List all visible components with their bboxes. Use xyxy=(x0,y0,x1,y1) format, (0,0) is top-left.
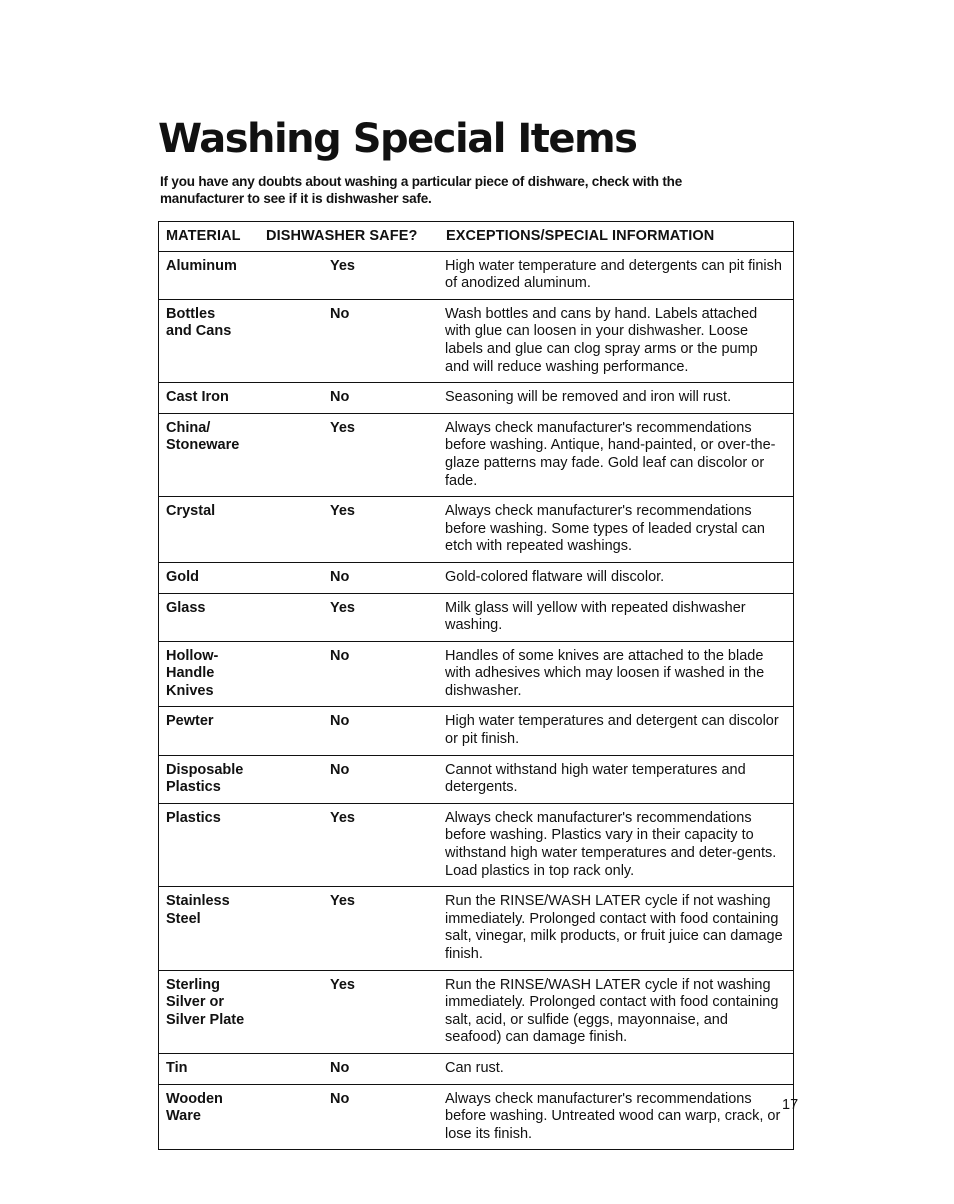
table-row xyxy=(159,755,793,803)
table-body xyxy=(159,251,793,1150)
dishwasher-safe-cell: No xyxy=(330,647,350,664)
dishwasher-safe-cell: No xyxy=(330,761,350,778)
table-row xyxy=(159,970,793,1053)
exceptions-cell: Can rust. xyxy=(445,1059,504,1076)
dishwasher-safe-cell: Yes xyxy=(330,503,355,520)
exceptions-cell: Seasoning will be removed and iron will rust. xyxy=(445,389,732,406)
material-cell: Hollow- Handle Knives xyxy=(166,647,219,699)
exceptions-cell: Wash bottles and cans by hand. Labels attached with glue can loosen in your dishwasher. Loose labels and glue can clog spray arms or the pump and will reduce washing performance. xyxy=(445,305,758,375)
dishwasher-safe-cell: Yes xyxy=(330,257,355,274)
table-row xyxy=(159,1053,793,1084)
material-cell: Wooden Ware xyxy=(166,1090,223,1125)
exceptions-cell: Always check manufacturer's recommendations before washing. Some types of leaded crystal can etch with repeated washings. xyxy=(445,503,765,555)
material-cell: China/ Stoneware xyxy=(166,419,240,454)
dishwasher-safe-cell: Yes xyxy=(330,809,355,826)
material-cell: Plastics xyxy=(166,809,221,826)
table-row xyxy=(159,562,793,593)
exceptions-cell: Handles of some knives are attached to the blade with adhesives which may loosen if washed in the dishwasher. xyxy=(445,647,765,699)
exceptions-cell: Run the RINSE/WASH LATER cycle if not washing immediately. Prolonged contact with food containing salt, vinegar, milk products, or fruit juice can damage finish. xyxy=(445,893,783,962)
exceptions-cell: High water temperatures and detergent can discolor or pit finish. xyxy=(445,713,779,748)
exceptions-cell: Gold-colored flatware will discolor. xyxy=(445,568,665,585)
material-cell: Tin xyxy=(166,1059,188,1076)
dishwasher-safe-cell: Yes xyxy=(330,893,355,910)
page-title: Washing Special Items xyxy=(158,116,637,162)
table-row xyxy=(159,382,793,413)
table-row xyxy=(159,496,793,562)
exceptions-cell: Always check manufacturer's recommendations before washing. Plastics vary in their capacity to withstand high water temperatures and deter-gents. Load plastics in top rack only. xyxy=(445,809,777,879)
dishwasher-safe-cell: No xyxy=(330,389,350,406)
table-row xyxy=(159,413,793,496)
exceptions-cell: Milk glass will yellow with repeated dishwasher washing. xyxy=(445,599,746,634)
table-header-row xyxy=(159,222,793,251)
intro-paragraph: If you have any doubts about washing a particular piece of dishware, check with the manufacturer to see if it is dishwasher safe. xyxy=(160,174,683,206)
dishwasher-safe-cell: No xyxy=(330,1059,350,1076)
header-dishwasher-safe: DISHWASHER SAFE? xyxy=(266,228,418,244)
dishwasher-safe-cell: No xyxy=(330,568,350,585)
material-cell: Disposable Plastics xyxy=(166,761,244,796)
header-material: MATERIAL xyxy=(166,228,241,244)
header-exceptions: EXCEPTIONS/SPECIAL INFORMATION xyxy=(446,228,715,244)
dishwasher-safe-cell: No xyxy=(330,713,350,730)
dishwasher-safe-cell: No xyxy=(330,1090,350,1107)
exceptions-cell: Always check manufacturer's recommendations before washing. Untreated wood can warp, crack, or lose its finish. xyxy=(445,1090,781,1142)
material-cell: Glass xyxy=(166,599,206,616)
material-cell: Crystal xyxy=(166,503,216,520)
material-cell: Aluminum xyxy=(166,257,237,274)
material-cell: Pewter xyxy=(166,713,214,730)
table-row xyxy=(159,251,793,299)
exceptions-cell: High water temperature and detergents can pit finish of anodized aluminum. xyxy=(445,257,782,292)
table-row xyxy=(159,641,793,707)
table-row xyxy=(159,886,793,969)
dishwasher-safe-cell: Yes xyxy=(330,976,355,993)
exceptions-cell: Run the RINSE/WASH LATER cycle if not washing immediately. Prolonged contact with food containing salt, acid, or sulfide (eggs, mayonnaise, and seafood) can damage finish. xyxy=(445,976,779,1046)
exceptions-cell: Always check manufacturer's recommendations before washing. Antique, hand-painted, or over-the-glaze patterns may fade. Gold leaf can discolor or fade. xyxy=(445,419,776,489)
dishwasher-safe-cell: No xyxy=(330,305,350,322)
material-cell: Cast Iron xyxy=(166,389,229,406)
dishwasher-safe-cell: Yes xyxy=(330,599,355,616)
material-cell: Sterling Silver or Silver Plate xyxy=(166,976,245,1028)
dishwasher-safe-cell: Yes xyxy=(330,419,355,436)
material-cell: Stainless Steel xyxy=(166,893,230,927)
page-number: 17 xyxy=(782,1097,799,1113)
table-row xyxy=(159,1084,793,1150)
material-cell: Gold xyxy=(166,568,200,585)
material-cell: Bottles and Cans xyxy=(166,305,232,340)
exceptions-cell: Cannot withstand high water temperatures and detergents. xyxy=(445,761,746,796)
special-items-table xyxy=(158,221,794,1150)
table-row xyxy=(159,803,793,886)
table-row xyxy=(159,593,793,641)
table-row xyxy=(159,706,793,754)
table-row xyxy=(159,299,793,382)
